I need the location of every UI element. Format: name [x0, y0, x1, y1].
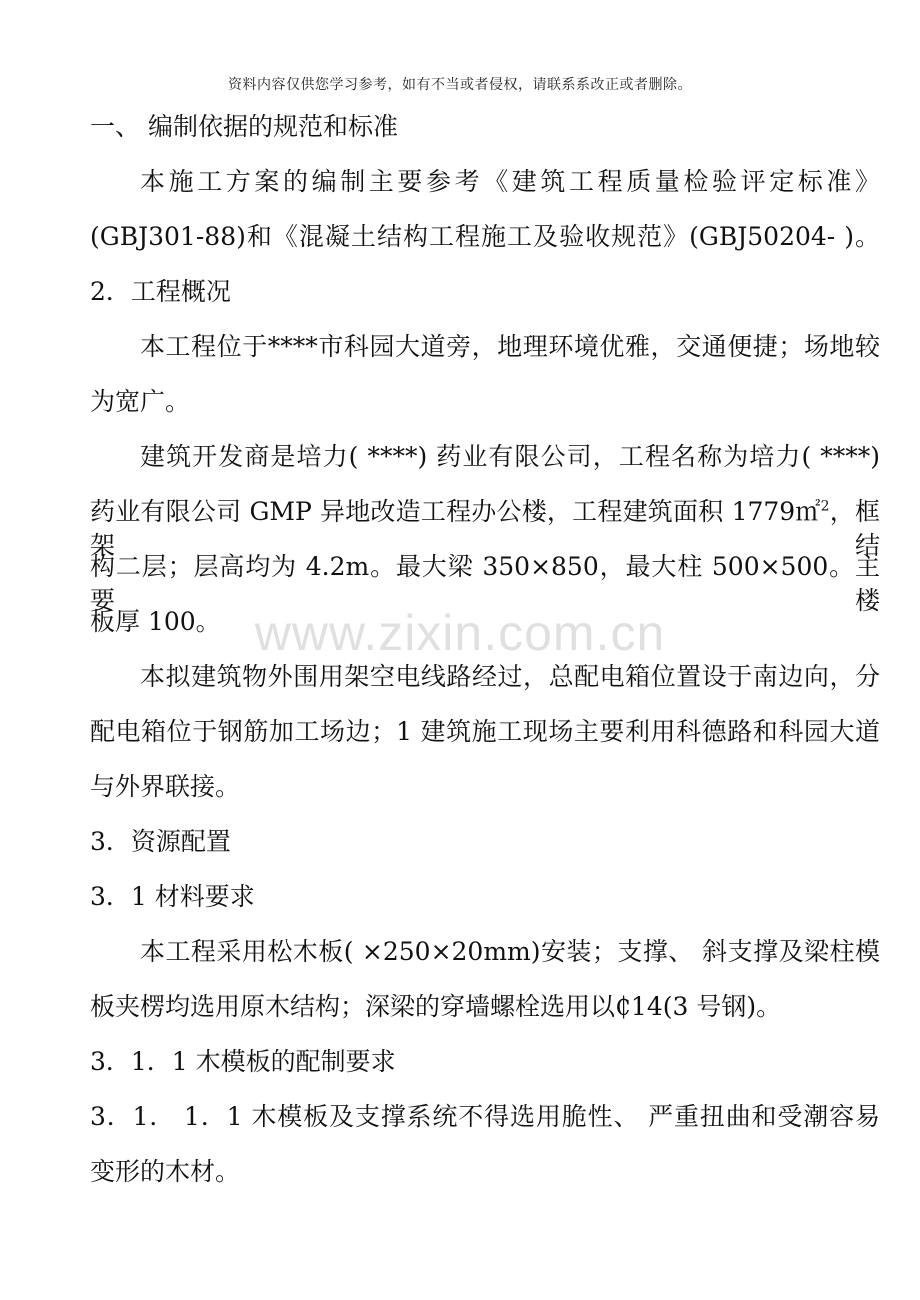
paragraph-line: 与外界联接。 — [90, 772, 241, 801]
paragraph-line: 配电箱位于钢筋加工场边；1 建筑施工现场主要利用科德路和科园大道 — [90, 717, 880, 746]
watermark: www.zixin.com.cn — [254, 605, 666, 661]
paragraph-line: 建筑开发商是培力( ****) 药业有限公司，工程名称为培力( ****) — [140, 442, 880, 471]
paragraph-line: 本拟建筑物外围用架空电线路经过，总配电箱位置设于南边向，分 — [140, 662, 880, 691]
paragraph-line: 为宽广。 — [90, 387, 191, 416]
section-3-1-heading: 3．1 材料要求 — [90, 882, 255, 911]
superscript: 2 — [820, 498, 830, 515]
text-span: ，框架结 — [90, 497, 880, 560]
paragraph-line: 3．1． 1．1 木模板及支撑系统不得选用脆性、 严重扭曲和受潮容易 — [90, 1102, 880, 1131]
paragraph-line: 构二层；层高均为 4.2m。最大梁 350×850，最大柱 500×500。主要楼 — [90, 552, 880, 615]
paragraph-line: 变形的木材。 — [90, 1157, 241, 1186]
header-disclaimer: 资料内容仅供您学习参考，如有不当或者侵权，请联系系改正或者删除。 — [228, 77, 692, 93]
section-3-1-1-heading: 3．1．1 木模板的配制要求 — [90, 1047, 396, 1076]
paragraph-line: (GBJ301-88)和《混凝土结构工程施工及验收规范》(GBJ50204- )。 — [90, 222, 880, 251]
section-1-heading: 一、 编制依据的规范和标准 — [90, 112, 398, 141]
paragraph-line: 本工程采用松木板( ×250×20mm)安装；支撑、 斜支撑及梁柱模 — [140, 937, 880, 966]
text-span: 药业有限公司 GMP 异地改造工程办公楼，工程建筑面积 1779㎡ — [90, 497, 821, 526]
paragraph-line: 板厚 100。 — [90, 607, 221, 636]
paragraph-line: 本施工方案的编制主要参考《建筑工程质量检验评定标准》 — [140, 167, 880, 196]
section-3-heading: 3．资源配置 — [90, 827, 231, 856]
section-2-heading: 2．工程概况 — [90, 277, 231, 306]
paragraph-line: 本工程位于****市科园大道旁，地理环境优雅，交通便捷；场地较 — [140, 332, 880, 361]
paragraph-line: 板夹楞均选用原木结构；深梁的穿墙螺栓选用以₵14(3 号钢)。 — [90, 992, 782, 1021]
